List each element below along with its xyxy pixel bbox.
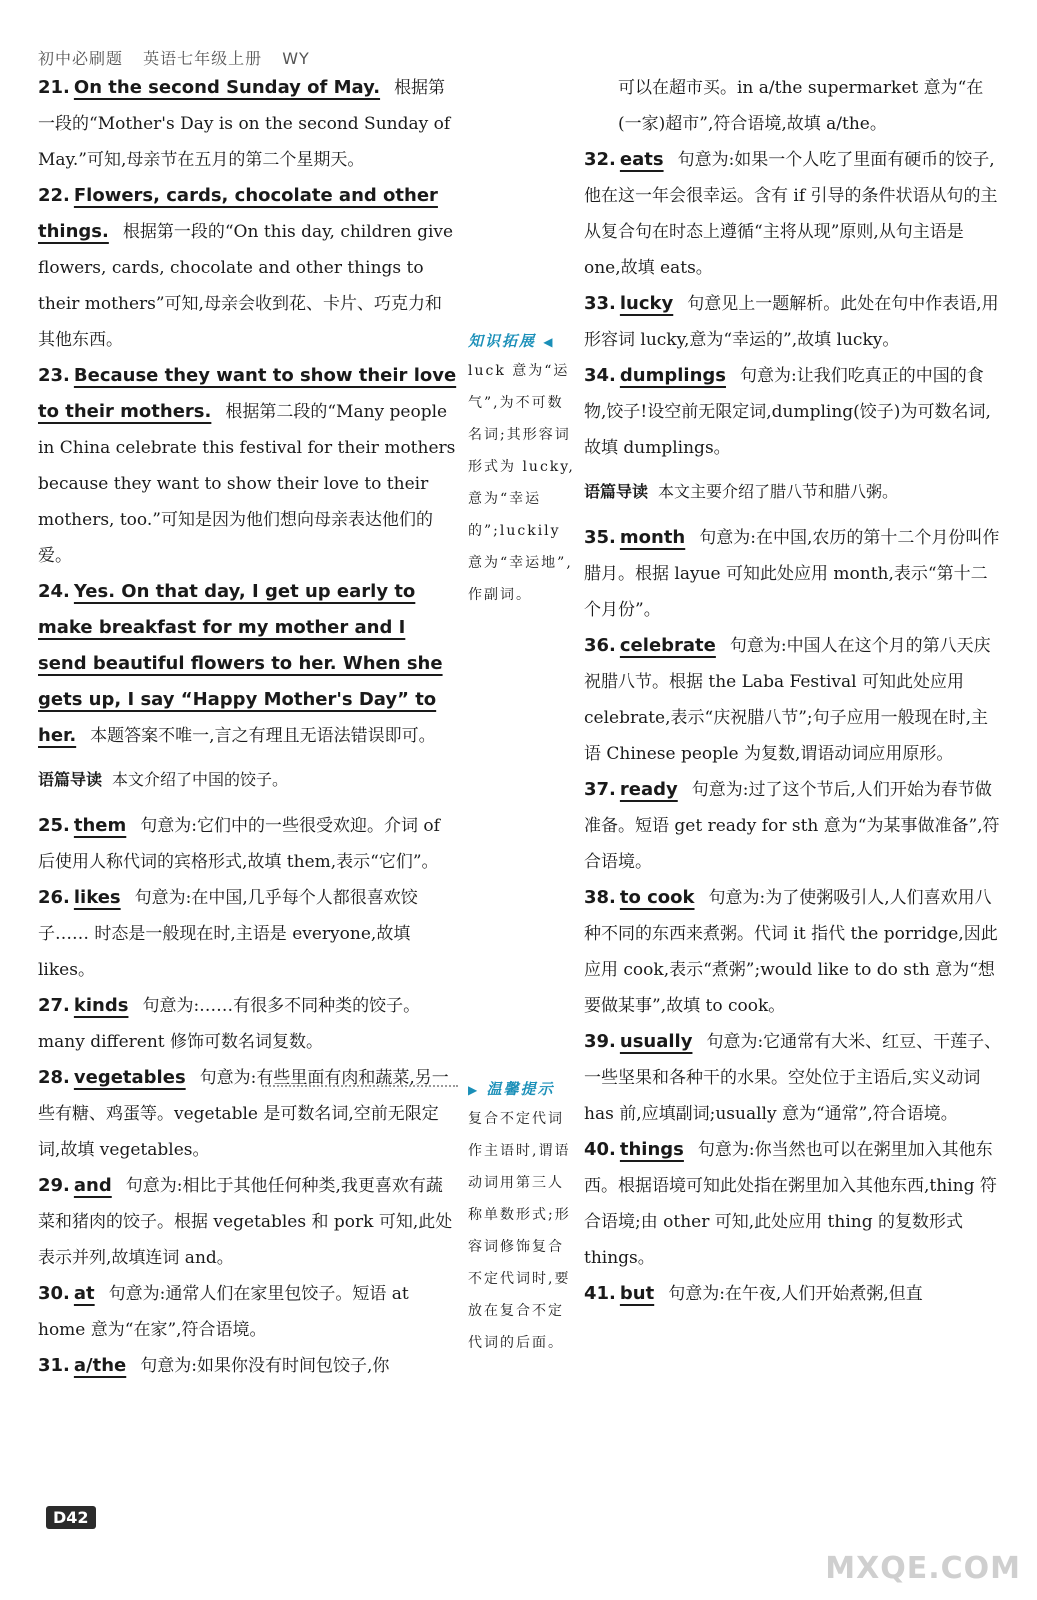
answer-text: lucky bbox=[619, 293, 674, 314]
answer-text: to cook bbox=[619, 887, 695, 908]
explanation-text: 句意为:在中国,农历的第十二个月份叫作腊月。根据 layue 可知此处应用 month,表示“第十二个月份”。 bbox=[584, 528, 1000, 620]
answer-text: vegetables bbox=[73, 1067, 186, 1088]
explanation-text: 根据第二段的“Many people in China celebrate this festival for their mothers because they want to show their love to their mothers, too.”可知是因为他们想向母亲表达他们的爱。 bbox=[38, 402, 456, 566]
question-number: 21. bbox=[38, 77, 70, 98]
question-number: 27. bbox=[38, 995, 70, 1016]
triangle-pointer-icon: ◀ bbox=[543, 335, 555, 349]
explanation-text: 句意为:……有很多不同种类的饺子。many different 修饰可数名词复数。 bbox=[38, 996, 421, 1052]
answer-item bbox=[38, 358, 458, 574]
guide-label: 语篇导读 bbox=[38, 770, 103, 789]
answer-text: eats bbox=[619, 149, 664, 170]
answer-item bbox=[38, 880, 458, 988]
guide-label: 语篇导读 bbox=[584, 482, 649, 501]
answer-item bbox=[584, 628, 1004, 772]
answer-item bbox=[38, 178, 458, 358]
question-number: 29. bbox=[38, 1175, 70, 1196]
question-number: 36. bbox=[584, 635, 616, 656]
answer-text: Flowers, cards, chocolate and other things. bbox=[38, 185, 438, 242]
question-number: 33. bbox=[584, 293, 616, 314]
guide-text: 本文介绍了中国的饺子。 bbox=[112, 770, 289, 789]
explanation-text: 句意为:过了这个节后,人们开始为春节做准备。短语 get ready for sth 意为“为某事做准备”,符合语境。 bbox=[584, 780, 1000, 872]
watermark: MXQE.COM bbox=[825, 1551, 1021, 1586]
answer-text: Because they want to show their love to their mothers. bbox=[38, 365, 457, 422]
answer-text: kinds bbox=[73, 995, 129, 1016]
explanation-text: 句意为:它通常有大米、红豆、干莲子、一些坚果和各种干的水果。空处位于主语后,实义动词 has 前,应填副词;usually 意为“通常”,符合语境。 bbox=[584, 1032, 1002, 1124]
answer-item bbox=[584, 70, 1004, 142]
question-number: 22. bbox=[38, 185, 70, 206]
answer-item bbox=[584, 1024, 1004, 1132]
question-number: 32. bbox=[584, 149, 616, 170]
answer-item bbox=[38, 1168, 458, 1276]
dotted-leader-line bbox=[262, 1085, 458, 1087]
answer-item bbox=[38, 574, 458, 754]
answer-text: likes bbox=[73, 887, 121, 908]
left-column bbox=[38, 70, 458, 1384]
question-number: 34. bbox=[584, 365, 616, 386]
answer-text: a/the bbox=[73, 1355, 127, 1376]
question-number: 23. bbox=[38, 365, 70, 386]
answer-item bbox=[38, 1348, 458, 1384]
question-number: 24. bbox=[38, 581, 70, 602]
answer-item bbox=[584, 142, 1004, 286]
sidebar-text: 复合不定代词作主语时,谓语动词用第三人称单数形式;形容词修饰复合不定代词时,要放在复合不定代词的后面。 bbox=[468, 1111, 571, 1351]
answer-item bbox=[584, 880, 1004, 1024]
question-number: 35. bbox=[584, 527, 616, 548]
question-number: 30. bbox=[38, 1283, 70, 1304]
explanation-text: 可以在超市买。in a/the supermarket 意为“在(一家)超市”,符合语境,故填 a/the。 bbox=[618, 78, 984, 134]
explanation-text: 句意为:通常人们在家里包饺子。短语 at home 意为“在家”,符合语境。 bbox=[38, 1284, 409, 1340]
book-title: 初中必刷题 bbox=[38, 49, 124, 68]
right-column bbox=[584, 70, 1004, 1312]
answer-text: usually bbox=[619, 1031, 693, 1052]
explanation-text: 句意为:为了使粥吸引人,人们喜欢用八种不同的东西来煮粥。代词 it 指代 the porridge,因此应用 cook,表示“煮粥”;would like to do sth 意为“想要做某事”,故填 to cook。 bbox=[584, 888, 998, 1016]
passage-guide-2 bbox=[584, 474, 1004, 510]
page-number: D42 bbox=[46, 1506, 96, 1529]
explanation-text: 句意为:如果你没有时间包饺子,你 bbox=[140, 1356, 390, 1376]
answer-item bbox=[584, 286, 1004, 358]
answer-item bbox=[38, 70, 458, 178]
question-number: 26. bbox=[38, 887, 70, 908]
triangle-pointer-icon: ▶ bbox=[468, 1083, 480, 1097]
answer-text: but bbox=[619, 1283, 655, 1304]
question-number: 25. bbox=[38, 815, 70, 836]
explanation-text: 句意为:在午夜,人们开始煮粥,但直 bbox=[668, 1284, 923, 1304]
answer-text: ready bbox=[619, 779, 678, 800]
explanation-text: 句意为:中国人在这个月的第八天庆祝腊八节。根据 the Laba Festival 可知此处应用 celebrate,表示“庆祝腊八节”;句子应用一般现在时,主语 Chinese people 为复数,谓语动词应用原形。 bbox=[584, 636, 991, 764]
explanation-text: 句意为:你当然也可以在粥里加入其他东西。根据语境可知此处指在粥里加入其他东西,thing 符合语境;由 other 可知,此处应用 thing 的复数形式 things。 bbox=[584, 1140, 997, 1268]
answer-text: and bbox=[73, 1175, 112, 1196]
sidebar-title: 知识拓展 ◀ bbox=[468, 332, 555, 350]
guide-text: 本文主要介绍了腊八节和腊八粥。 bbox=[658, 482, 899, 501]
explanation-text: 根据第一段的“Mother's Day is on the second Sunday of May.”可知,母亲节在五月的第二个星期天。 bbox=[38, 78, 451, 170]
answer-text: things bbox=[619, 1139, 684, 1160]
answer-item bbox=[584, 1132, 1004, 1276]
answer-item bbox=[584, 772, 1004, 880]
question-number: 28. bbox=[38, 1067, 70, 1088]
answer-text: them bbox=[73, 815, 127, 836]
answer-item bbox=[38, 988, 458, 1060]
explanation-text: 句意为:它们中的一些很受欢迎。介词 of 后使用人称代词的宾格形式,故填 them,表示“它们”。 bbox=[38, 816, 440, 872]
answer-text: dumplings bbox=[619, 365, 726, 386]
knowledge-sidebar bbox=[468, 330, 576, 611]
answer-item bbox=[38, 808, 458, 880]
answer-text: Yes. On that day, I get up early to make breakfast for my mother and I send beautiful flowers to her. When she gets up, I say “Happy Mother's Day” to her. bbox=[38, 581, 443, 746]
edition-label: WY bbox=[282, 49, 310, 68]
explanation-text: 根据第一段的“On this day, children give flowers, cards, chocolate and other things to their mothers”可知,母亲会收到花、卡片、巧克力和其他东西。 bbox=[38, 222, 454, 350]
answer-text: celebrate bbox=[619, 635, 716, 656]
passage-guide-1 bbox=[38, 762, 458, 798]
sidebar-title: ▶ 温馨提示 bbox=[468, 1080, 555, 1098]
question-number: 40. bbox=[584, 1139, 616, 1160]
answer-item bbox=[38, 1276, 458, 1348]
explanation-text: 句意为:相比于其他任何种类,我更喜欢有蔬菜和猪肉的饺子。根据 vegetables 和 pork 可知,此处表示并列,故填连词 and。 bbox=[38, 1176, 453, 1268]
sidebar-text: luck 意为“运气”,为不可数名词;其形容词形式为 lucky,意为“幸运的”;luckily 意为“幸运地”,作副词。 bbox=[468, 363, 575, 603]
page-header bbox=[38, 46, 324, 69]
explanation-text: 句意为:有些里面有肉和蔬菜,另一些有糖、鸡蛋等。vegetable 是可数名词,空前无限定词,故填 vegetables。 bbox=[38, 1068, 449, 1160]
question-number: 39. bbox=[584, 1031, 616, 1052]
question-number: 38. bbox=[584, 887, 616, 908]
question-number: 37. bbox=[584, 779, 616, 800]
answer-text: month bbox=[619, 527, 686, 548]
explanation-text: 句意为:在中国,几乎每个人都很喜欢饺子…… 时态是一般现在时,主语是 everyone,故填 likes。 bbox=[38, 888, 418, 980]
answer-item bbox=[584, 358, 1004, 466]
explanation-text: 句意见上一题解析。此处在句中作表语,用形容词 lucky,意为“幸运的”,故填 lucky。 bbox=[584, 294, 999, 350]
explanation-text: 本题答案不唯一,言之有理且无语法错误即可。 bbox=[90, 726, 436, 746]
subject-title: 英语七年级上册 bbox=[143, 49, 263, 68]
answer-item bbox=[584, 520, 1004, 628]
answer-text: at bbox=[73, 1283, 95, 1304]
explanation-text: 句意为:让我们吃真正的中国的食物,饺子!设空前无限定词,dumpling(饺子)为可数名词,故填 dumplings。 bbox=[584, 366, 991, 458]
answer-item bbox=[584, 1276, 1004, 1312]
question-number: 31. bbox=[38, 1355, 70, 1376]
answer-item bbox=[38, 1060, 458, 1168]
question-number: 41. bbox=[584, 1283, 616, 1304]
answer-text: On the second Sunday of May. bbox=[73, 77, 381, 98]
explanation-text: 句意为:如果一个人吃了里面有硬币的饺子,他在这一年会很幸运。含有 if 引导的条件状语从句的主从复合句在时态上遵循“主将从现”原则,从句主语是 one,故填 eats。 bbox=[584, 150, 998, 278]
tip-sidebar bbox=[468, 1078, 576, 1359]
